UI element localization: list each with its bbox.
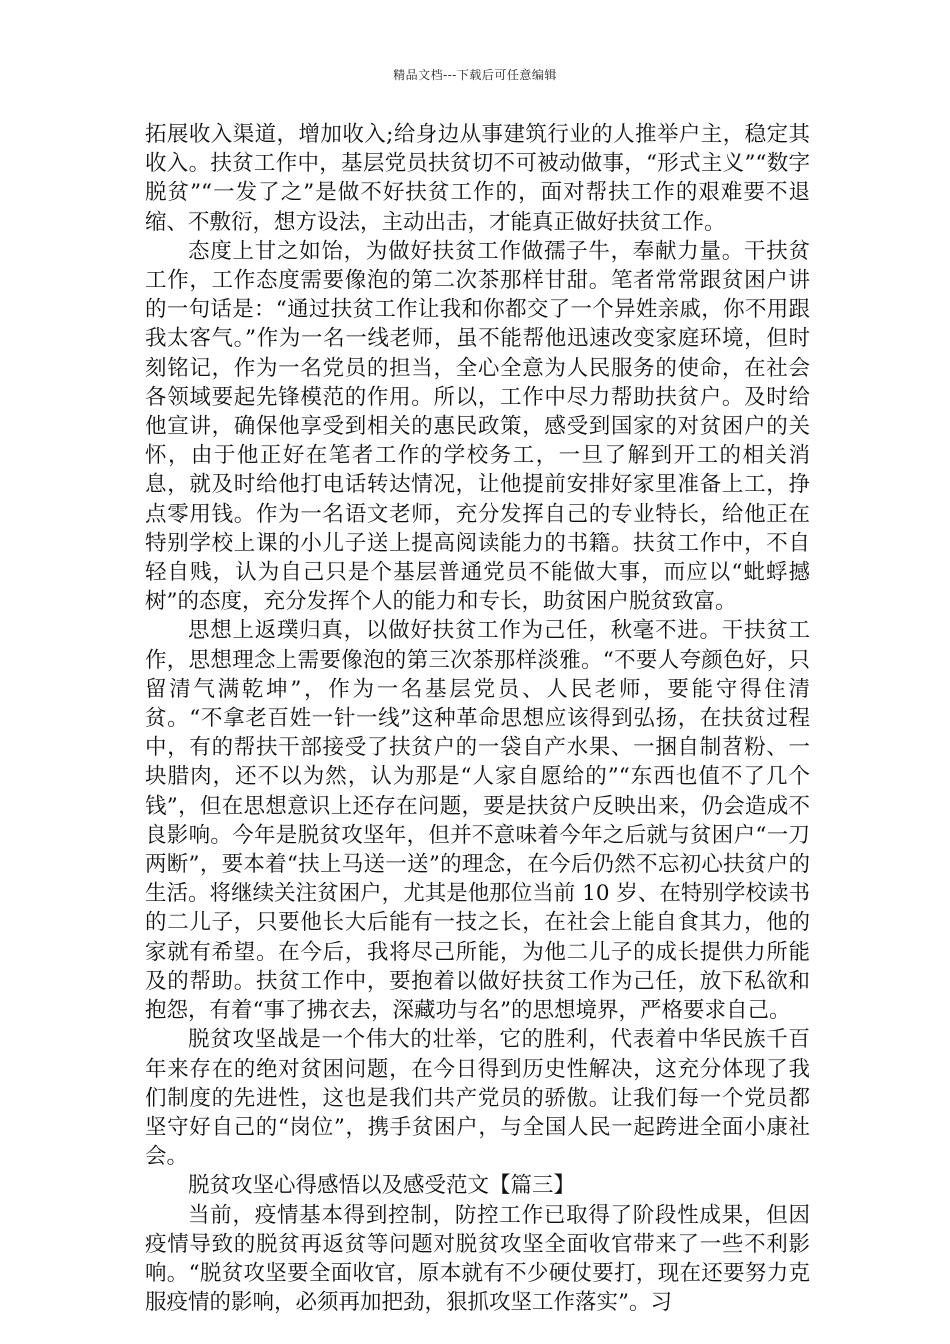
paragraph: 拓展收入渠道，增加收入;给身边从事建筑行业的人推举户主，稳定其收入。扶贫工作中，基层党员扶贫切不可被动做事，“形式主义”“数字脱贫”“一发了之”是做不好扶贫工作的，面对帮扶工作的艰难要不退缩、不敷衍，想方设法，主动出击，才能真正做好扶贫工作。 [145,122,810,235]
paragraph: 当前，疫情基本得到控制，防控工作已取得了阶段性成果，但因疫情导致的脱贫再返贫等问题对脱贫攻坚全面收官带来了一些不利影响。“脱贫攻坚要全面收官，原本就有不少硬仗要打，现在还要努力克服疫情的影响，必须再加把劲，狠抓攻坚工作落实”。习 [145,1202,810,1316]
paragraph: 脱贫攻坚战是一个伟大的壮举，它的胜利，代表着中华民族千百年来存在的绝对贫困问题，在今日得到历史性解决，这充分体现了我们制度的先进性，这也是我们共产党员的骄傲。让我们每一个党员都坚守好自己的“岗位”，携手贫困户，与全国人民一起跨进全面小康社会。 [145,1027,810,1170]
document-body [145,120,810,1317]
section-heading: 脱贫攻坚心得感悟以及感受范文【篇三】 [188,1173,576,1199]
paragraph: 思想上返璞归真，以做好扶贫工作为己任，秋毫不进。干扶贫工作，思想理念上需要像泡的第三次茶那样淡雅。“不要人夸颜色好，只留清气满乾坤”，作为一名基层党员、人民老师，要能守得住清贫。“不拿老百姓一针一线”这种革命思想应该得到弘扬，在扶贫过程中，有的帮扶干部接受了扶贫户的一袋自产水果、一捆自制苕粉、一块腊肉，还不以为然，认为那是“人家自愿给的”“东西也值不了几个钱”，但在思想意识上还存在问题，要是扶贫户反映出来，仍会造成不良影响。今年是脱贫攻坚年，但并不意味着今年之后就与贫困户“一刀两断”，要本着“扶上马送一送”的理念，在今后仍然不忘初心扶贫户的生活。将继续关注贫困户，尤其是他那位当前 10 岁、在特别学校读书的二儿子，只要他长大后能有一技之长，在社会上能自食其力，他的家就有希望。在今后，我将尽己所能，为他二儿子的成长提供力所能及的帮助。扶贫工作中，要抱着以做好扶贫工作为己任，放下私欲和抱怨，有着“事了拂衣去，深藏功与名”的思想境界，严格要求自己。 [145,618,810,1024]
paragraph: 态度上甘之如饴，为做好扶贫工作做孺子牛，奉献力量。干扶贫工作，工作态度需要像泡的第二次茶那样甘甜。笔者常常跟贫困户讲的一句话是：“通过扶贫工作让我和你都交了一个异姓亲戚，你不用跟我太客气。”作为一名一线老师，虽不能帮他迅速改变家庭环境，但时刻铭记，作为一名党员的担当，全心全意为人民服务的使命，在社会各领域要起先锋模范的作用。所以，工作中尽力帮助扶贫户。及时给他宣讲，确保他享受到相关的惠民政策，感受到国家的对贫困户的关怀，由于他正好在笔者工作的学校务工，一旦了解到开工的相关消息，就及时给他打电话转达情况，让他提前安排好家里准备上工，挣点零用钱。作为一名语文老师，充分发挥自己的专业特长，给他正在特别学校上课的小儿子送上提高阅读能力的书籍。扶贫工作中，不自轻自贱，认为自己只是个基层普通党员不能做大事，而应以“蚍蜉撼树”的态度，充分发挥个人的能力和专长，助贫困户脱贫致富。 [145,238,810,615]
page-header: 精品文档---下载后可任意编辑 [393,68,557,82]
